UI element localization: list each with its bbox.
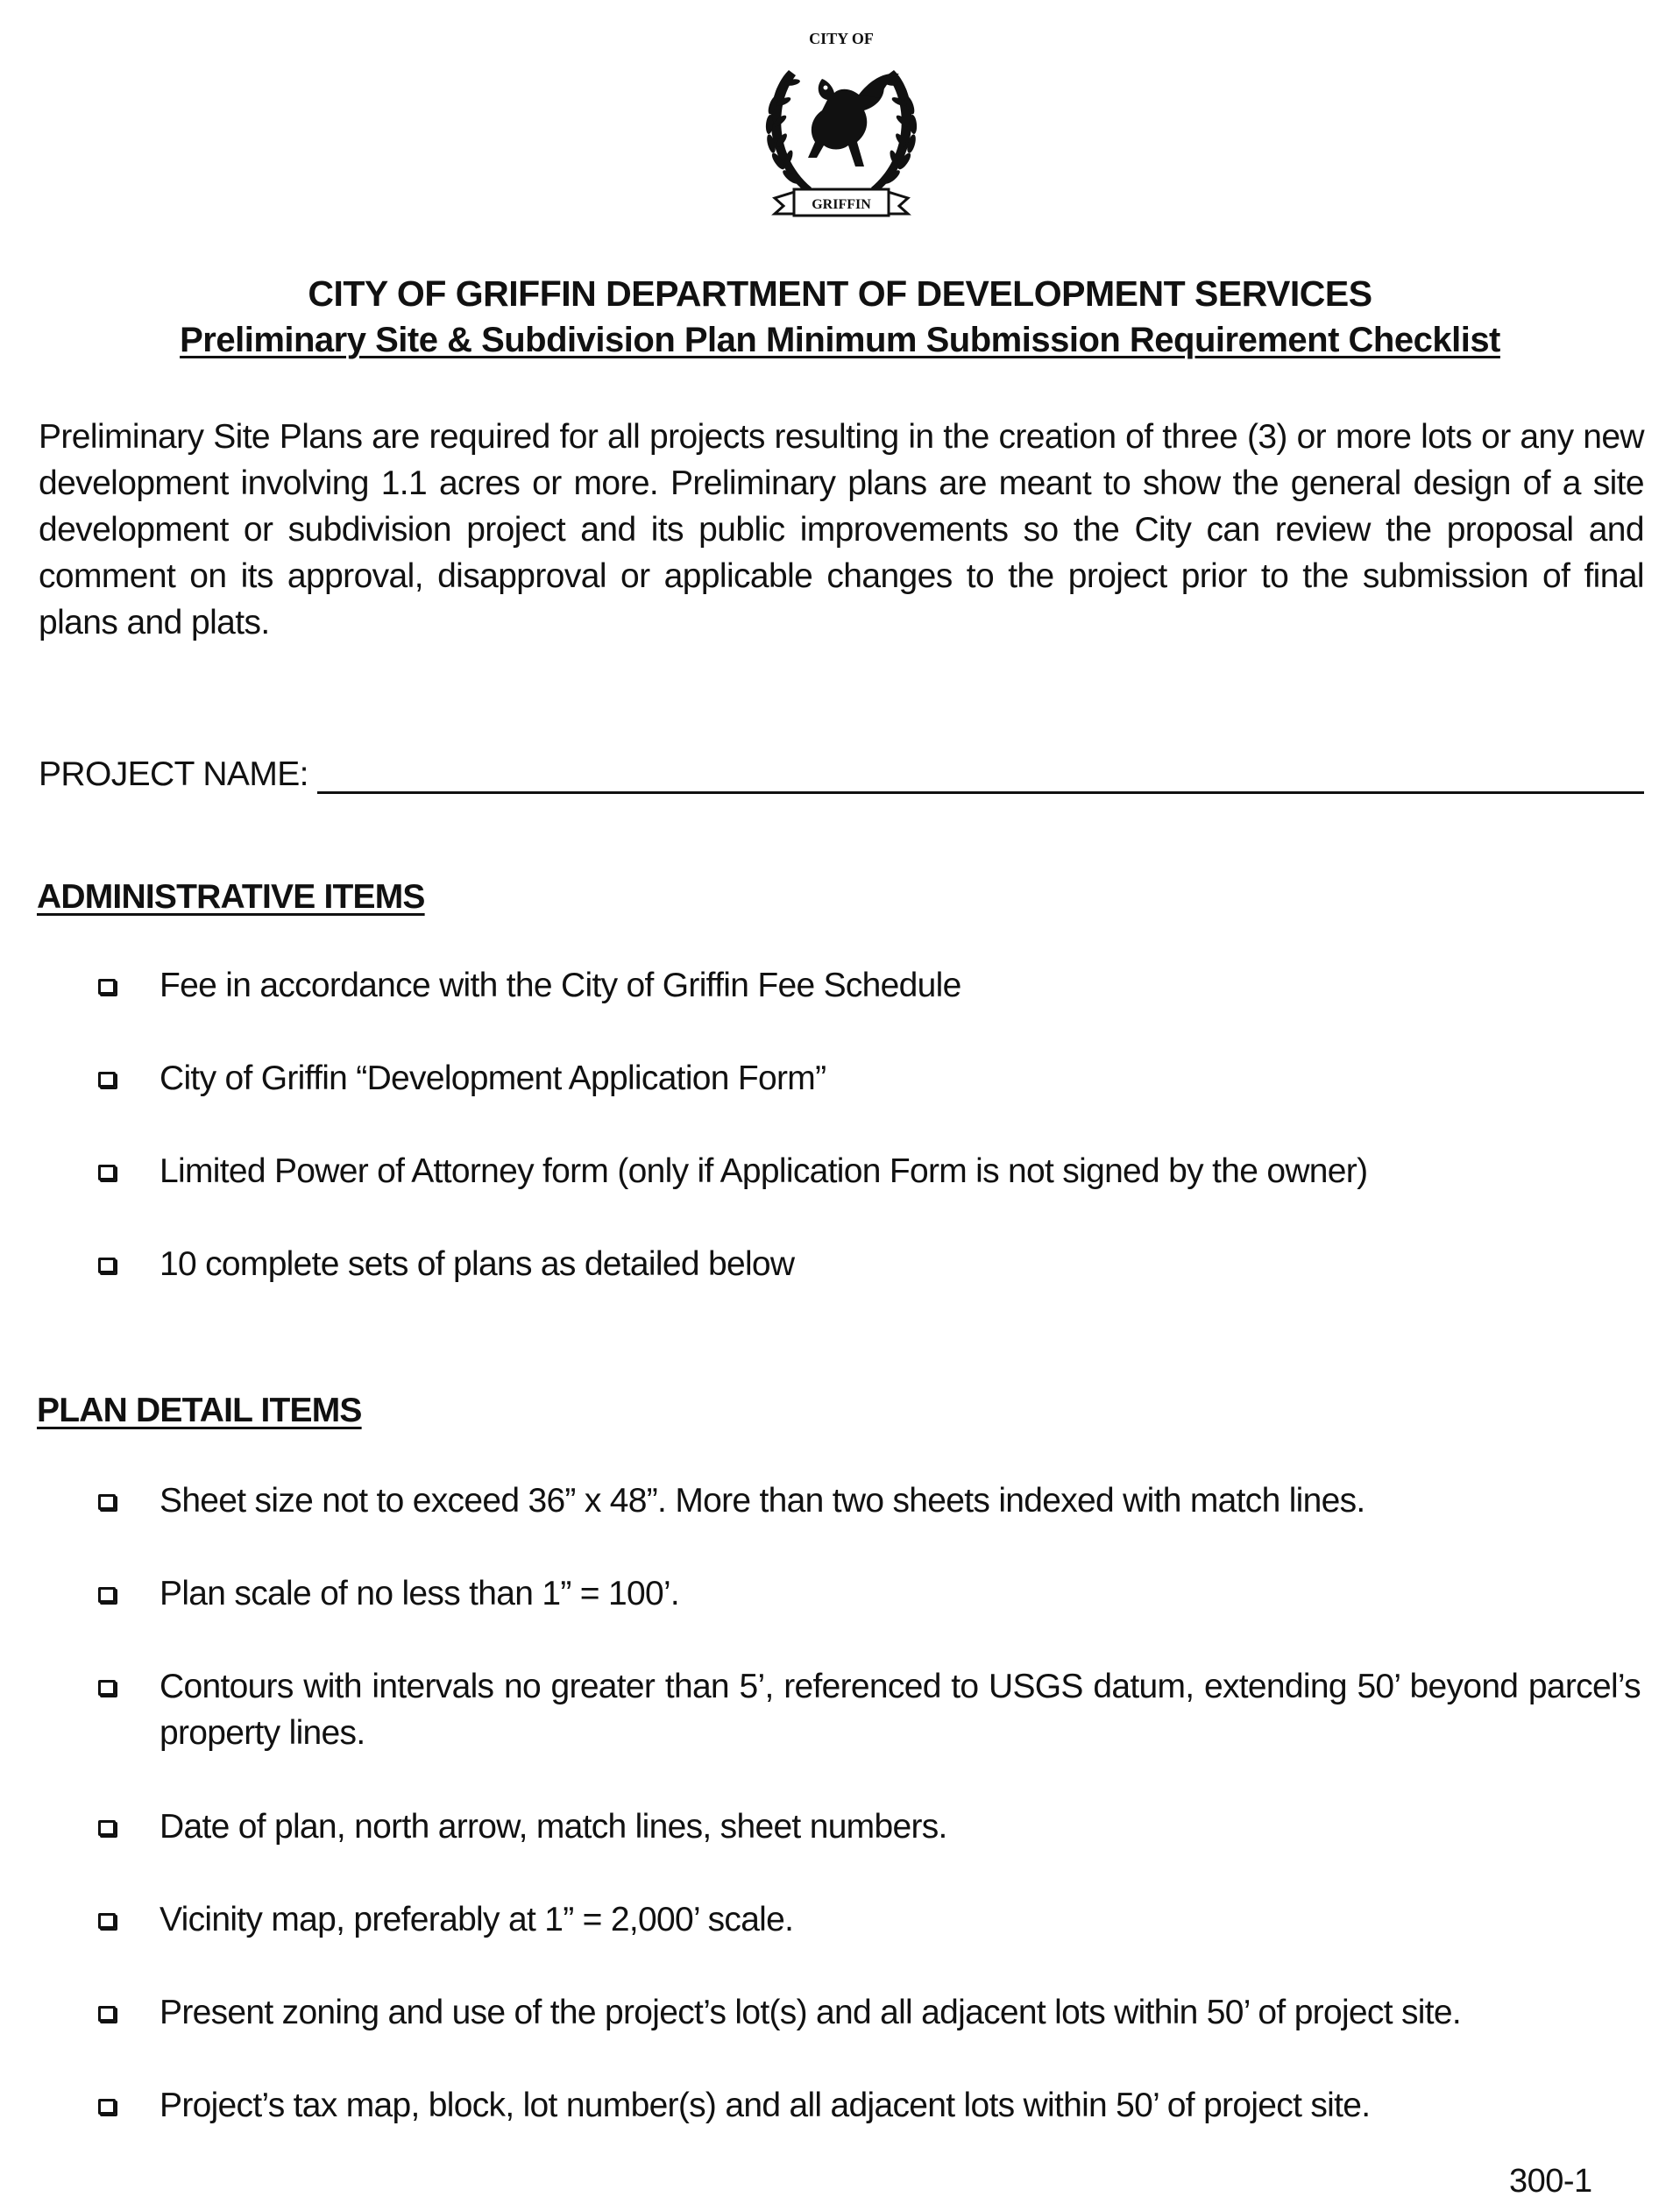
checklist-item [98, 1055, 1641, 1102]
checklist-item-text: Present zoning and use of the project’s lot(s) and all adjacent lots within 50’ of project site. [159, 1994, 1462, 2031]
checklist-item [98, 1663, 1641, 1756]
checklist-item-text: Date of plan, north arrow, match lines, sheet numbers. [159, 1808, 947, 1846]
checkbox-icon[interactable] [98, 1258, 116, 1273]
checkbox-icon[interactable] [98, 2006, 116, 2022]
project-name-label: PROJECT NAME: [39, 755, 308, 793]
checkbox-icon[interactable] [98, 1165, 116, 1180]
checklist-item [98, 962, 1641, 1009]
checklist-item-text: Limited Power of Attorney form (only if Application Form is not signed by the owner) [159, 1152, 1368, 1190]
checklist-item [98, 1478, 1641, 1524]
checklist-item [98, 1896, 1641, 1943]
checkbox-icon[interactable] [98, 1913, 116, 1929]
griffin-seal-icon [727, 26, 955, 228]
plan-detail-items-heading: PLAN DETAIL ITEMS [37, 1392, 362, 1429]
administrative-items-heading: ADMINISTRATIVE ITEMS [37, 878, 425, 916]
checklist-item [98, 1241, 1641, 1287]
checkbox-icon[interactable] [98, 1072, 116, 1088]
checklist-item-text: City of Griffin “Development Application Form” [159, 1059, 826, 1097]
seal-top-text: CITY OF [809, 30, 874, 47]
intro-paragraph: Preliminary Site Plans are required for all projects resulting in the creation of three (3) or more lots or any new development involving 1.1 acres or more. Preliminary plans are meant to show the general design of a site development or subdivision project and its public improvements so the City can review the proposal and comment on its approval, disapproval or applicable changes to the project prior to the submission of final plans and plats. [39, 418, 1644, 641]
city-seal-logo [727, 26, 955, 228]
checklist-item [98, 2082, 1641, 2129]
page-number: 300-1 [1509, 2163, 1592, 2200]
project-name-field[interactable] [317, 753, 1644, 794]
seal-banner-text: GRIFFIN [812, 197, 871, 212]
checklist-item-text: Vicinity map, preferably at 1” = 2,000’ scale. [159, 1901, 794, 1938]
checklist-item [98, 1989, 1641, 2036]
checklist-item-text: Contours with intervals no greater than 5’, referenced to USGS datum, extending 50’ beyond parcel’s property lines. [159, 1668, 1641, 1752]
project-name-row [39, 741, 1644, 794]
department-heading: CITY OF GRIFFIN DEPARTMENT OF DEVELOPMENT SERVICES [308, 273, 1372, 314]
checkbox-icon[interactable] [98, 1680, 116, 1696]
checklist-title: Preliminary Site & Subdivision Plan Minimum Submission Requirement Checklist [180, 321, 1500, 359]
checkbox-icon[interactable] [98, 1820, 116, 1836]
checklist-item [98, 1804, 1641, 1850]
checklist-item [98, 1148, 1641, 1194]
checkbox-icon[interactable] [98, 1494, 116, 1510]
checkbox-icon[interactable] [98, 979, 116, 995]
checklist-item-text: Project’s tax map, block, lot number(s) and all adjacent lots within 50’ of project site. [159, 2087, 1371, 2124]
checklist-item-text: Sheet size not to exceed 36” x 48”. More than two sheets indexed with match lines. [159, 1482, 1365, 1520]
checklist-item-text: Plan scale of no less than 1” = 100’. [159, 1575, 680, 1612]
checkbox-icon[interactable] [98, 2099, 116, 2115]
checklist-item-text: Fee in accordance with the City of Griffin Fee Schedule [159, 967, 961, 1004]
checklist-item-text: 10 complete sets of plans as detailed below [159, 1245, 795, 1283]
checklist-item [98, 1570, 1641, 1617]
checkbox-icon[interactable] [98, 1587, 116, 1603]
